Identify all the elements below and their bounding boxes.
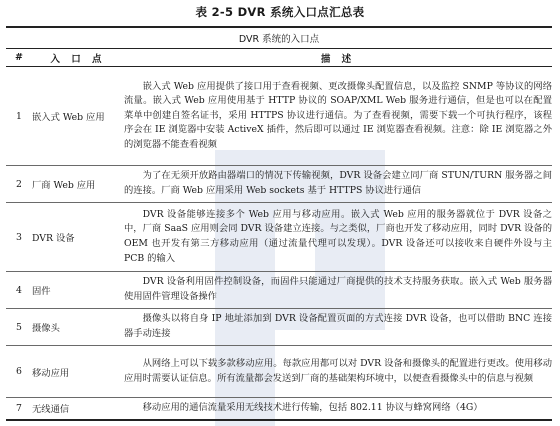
header-desc: 描 述 [124, 49, 552, 67]
table-row [6, 67, 552, 166]
row-desc [124, 309, 552, 346]
row-num: 2 [6, 166, 32, 203]
row-desc-text: 摄像头以将自身 IP 地址添加到 DVR 设备配置页面的方式连接 DVR 设备，也可以借助 BNC 连接器手动连接 [124, 313, 553, 339]
row-entry: 摄像头 [32, 309, 124, 346]
table-row [6, 203, 552, 272]
entry-points-table [6, 26, 552, 421]
header-row [6, 49, 552, 67]
row-entry: DVR 设备 [32, 203, 124, 272]
header-num: # [6, 49, 32, 67]
row-desc [124, 166, 552, 203]
row-desc-text: DVR 设备能够连接多个 Web 应用与移动应用。嵌入式 Web 应用的服务器就位于 DVR 设备之中，厂商 SaaS 应用则会同 DVR 设备建立连接。与之类似，厂商也开发了移动应用，同时 DVR 设备的 OEM 也开发有第三方移动应用（通过流量代理可以发现）。DVR 设备还可以接收来自硬件外设与主 PCB 的输入 [124, 208, 553, 264]
row-desc-text: 嵌入式 Web 应用提供了接口用于查看视频、更改摄像头配置信息，以及监控 SNMP 等协议的网络流量。嵌入式 Web 应用使用基于 HTTP 协议的 SOAP/XML Web 服务进行通信，但是也可以在配置菜单中创建自签名证书，采用 HTTPS 协议进行通信。为了查看视频，需要下载一个可执行程序，该程序会在 IE 浏览器中安装 ActiveX 插件，然后即可以通过 IE 浏览器查看视频。注意：除 IE 浏览器之外的浏览器不能查看视频 [124, 80, 553, 150]
header-entry: 入 口 点 [32, 49, 124, 67]
row-num: 1 [6, 67, 32, 166]
table-row [6, 346, 552, 398]
row-desc [124, 272, 552, 309]
row-desc [124, 398, 552, 420]
row-desc-text: 为了在无须开放路由器端口的情况下传输视频，DVR 设备会建立同厂商 STUN/TURN 服务器之间的连接。厂商 Web 应用采用 Web sockets 基于 HTTPS 协议进行通信 [124, 170, 553, 196]
row-num: 5 [6, 309, 32, 346]
row-entry: 移动应用 [32, 346, 124, 398]
row-desc [124, 346, 552, 398]
table-row [6, 309, 552, 346]
table-row [6, 398, 552, 420]
row-desc-text: DVR 设备利用固件控制设备，而固件只能通过厂商提供的技术支持服务获取。嵌入式 Web 服务器使用固件管理设备操作 [124, 276, 553, 302]
row-entry: 固件 [32, 272, 124, 309]
row-desc-text: 从网络上可以下载多款移动应用。每款应用都可以对 DVR 设备和摄像头的配置进行更改。使用移动应用时需要认证信息。所有流量都会发送到厂商的基础架构环境中，以便查看摄像头中的信息与视频 [124, 357, 553, 384]
row-num: 3 [6, 203, 32, 272]
table-row [6, 166, 552, 203]
row-desc [124, 67, 552, 166]
table-row [6, 272, 552, 309]
table-title-row [6, 27, 552, 49]
row-entry: 无线通信 [32, 398, 124, 420]
row-num: 7 [6, 398, 32, 420]
row-num: 4 [6, 272, 32, 309]
row-num: 6 [6, 346, 32, 398]
row-desc [124, 203, 552, 272]
row-desc-text: 移动应用的通信流量采用无线技术进行传输，包括 802.11 协议与蜂窝网络（4G） [142, 401, 483, 413]
row-entry: 厂商 Web 应用 [32, 166, 124, 203]
table-title: DVR 系统的入口点 [6, 27, 552, 49]
table-caption: 表 2-5 DVR 系统入口点汇总表 [195, 5, 365, 19]
row-entry: 嵌入式 Web 应用 [32, 67, 124, 166]
